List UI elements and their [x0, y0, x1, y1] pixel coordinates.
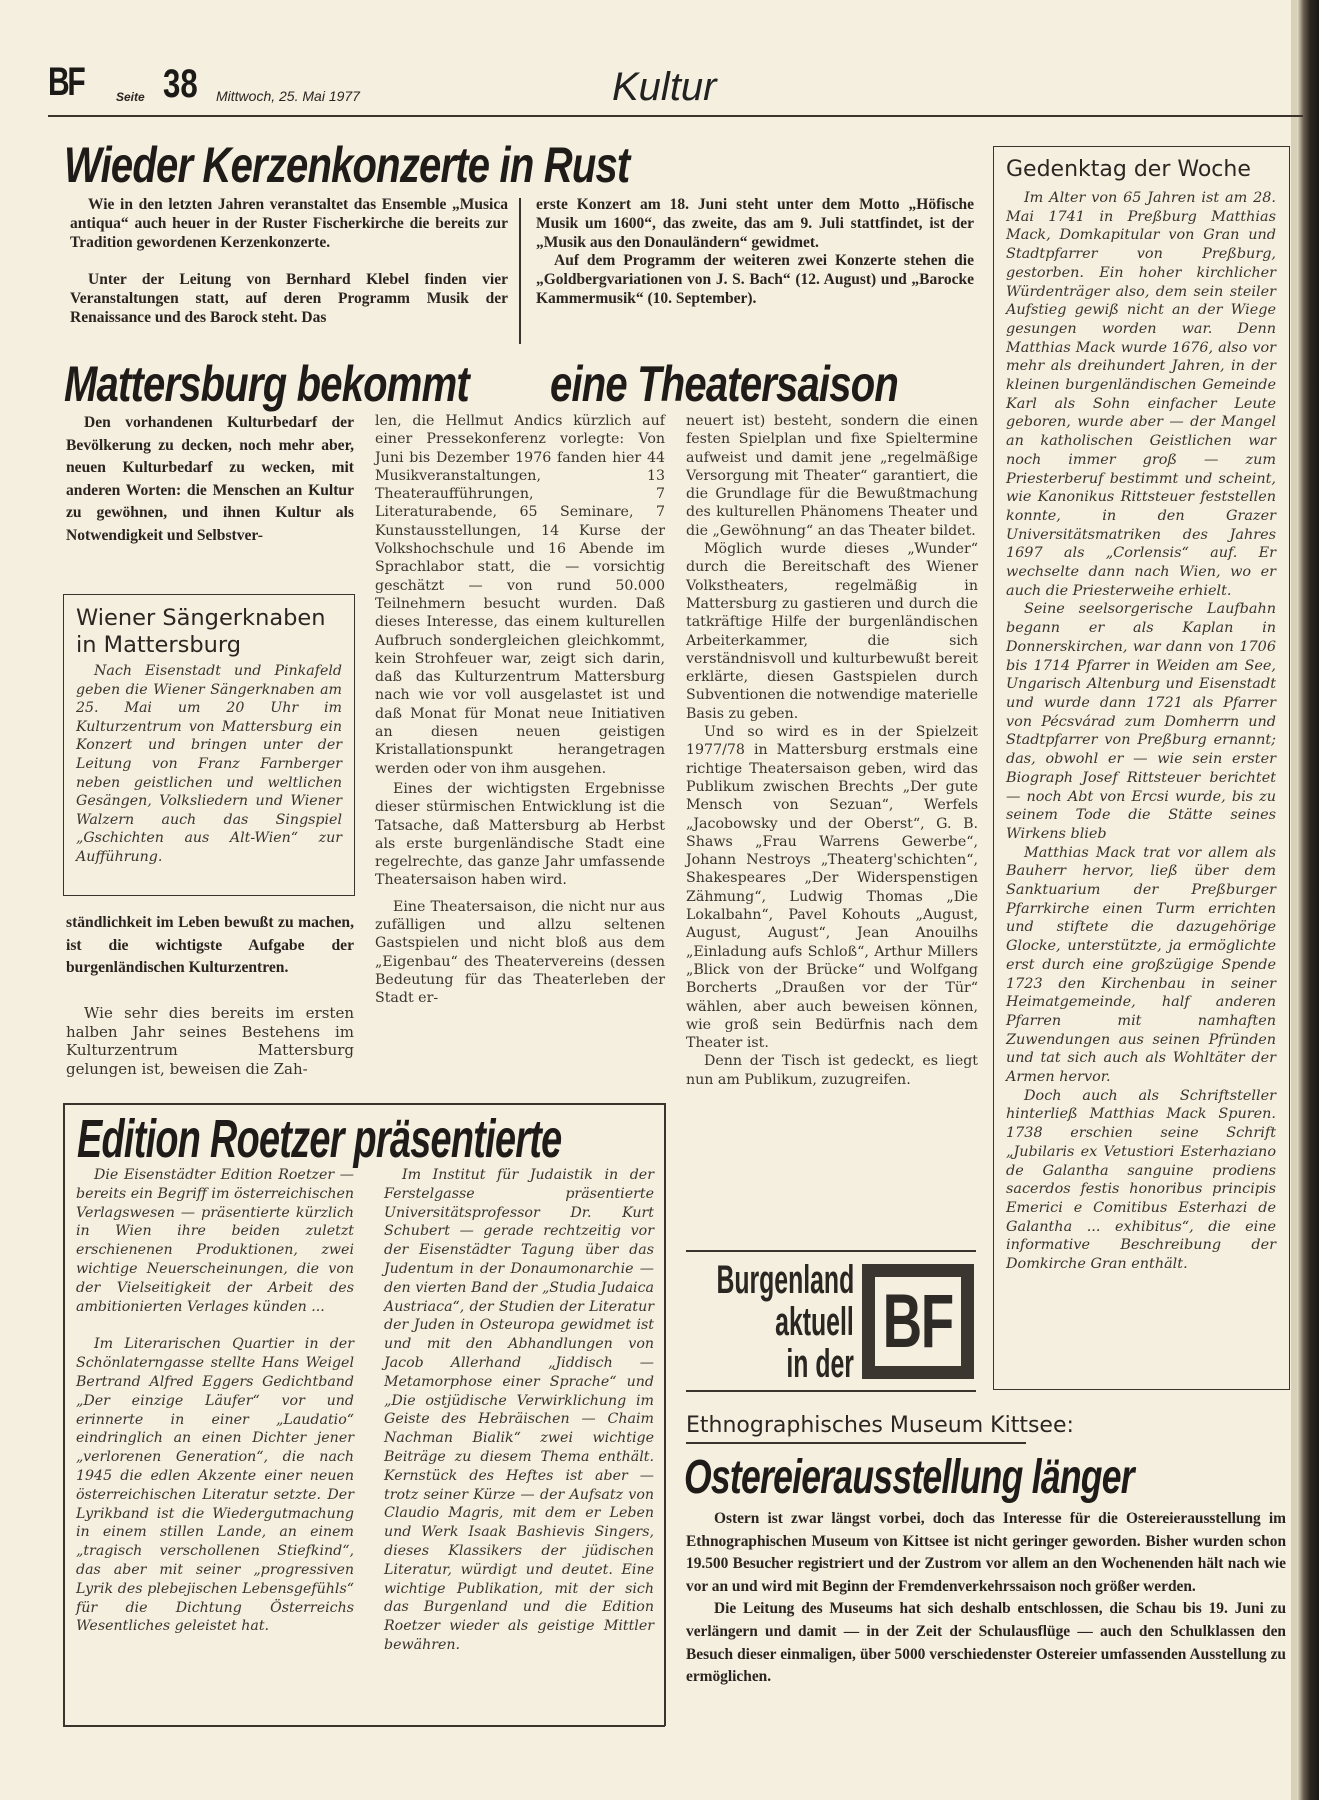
- rust-col2-p1: erste Konzert am 18. Juni steht unter dem Motto „Höfische Musik um 1600“, das zweite, das am 9. Juli stattfindet, ist der „Musik aus den Donauländern“ gewidmet.: [536, 196, 974, 251]
- ad-line-3: in der: [786, 1342, 854, 1386]
- mattersburg-col2: [375, 412, 665, 1008]
- rust-column-divider: [519, 198, 521, 344]
- gedenktag-p1: Im Alter von 65 Jahren ist am 28. Mai 1741 in Preßburg Matthias Mack, Domkapitular von Gran und Stadtpfarrer von Preßburg, gestorben. Ein hoher kirchlicher Würdenträger also, dem sein steiler Aufstieg gewiß nicht an der Wiege gesungen worden war. Denn Matthias Mack wurde 1676, also vor mehr als dreihundert Jahren, in der kleinen burgenländischen Gemeinde Karl als Sohn einfacher Leute geboren, wurde aber — der Mangel an katholischen Geistlichen war noch immer groß — zum Priesterberuf bestimmt und scheint, wie Kanonikus Rittsteuer feststellen konnte, in den Grazer Universitätsmatriken des Jahres 1697 als „Corlensis“ auf. Er wechselte dann nach Wien, wo er auch die Priesterweihe erhielt.: [1006, 190, 1276, 599]
- masthead-page-number: 38: [163, 62, 198, 106]
- gedenktag-p2: Seine seelsorgerische Laufbahn begann er als Kaplan in Donnerskirchen, war dann von 1706 bis 1714 Pfarrer in Weiden am See, Ungarisch Altenburg und Eisenstadt und wurde dann 1721 als Pfarrer von Pécsvárad zum Domherrn und Stadtpfarrer von Preßburg ernannt; das, obwohl er — wie sein erster Biograph Josef Rittsteuer berichtet — noch Abt von Ercsi wurde, bis zu seinem Tode die Stätte seines Wirkens blieb: [1006, 601, 1276, 842]
- mattersburg-col1-top: [66, 412, 354, 548]
- rust-col2: [536, 196, 974, 309]
- roetzer-top-rule: [63, 1103, 665, 1105]
- rust-headline: Wieder Kerzenkonzerte in Rust: [64, 137, 630, 193]
- masthead-date: Mittwoch, 25. Mai 1977: [216, 88, 360, 104]
- masthead-section: Kultur: [612, 65, 717, 109]
- mattersburg-col1-bottom-bold: [66, 912, 354, 980]
- mattersburg-col2-p3: Eine Theatersaison, die nicht nur aus zufälligen und allzu seltenen Gastspielen und nicht bloß aus dem „Eigenbau“ des Theatervereins (dessen Bedeutung für das Theaterleben der Stadt er-: [375, 898, 665, 1007]
- mattersburg-col1-bottom-reg: [66, 1004, 354, 1078]
- saengerknaben-box: [63, 594, 355, 896]
- masthead-logo: BF: [48, 60, 84, 104]
- roetzer-col1: [76, 1166, 354, 1636]
- roetzer-col2-p1: Im Institut für Judaistik in der Ferstelgasse präsentierte Universitätsprofessor Dr. Kurt Schubert — gerade rechtzeitig vor der Eisenstädter Tagung über das Judentum in der Donaumonarchie — den vierten Band der „Studia Judaica Austriaca“, der Studien der Literatur der Juden in Osteuropa gewidmet ist und mit den Abhandlungen von Jacob Allerhand „Jiddisch — Metamorphose einer Sprache“ und „Die ostjüdische Verwirklichung im Geiste des Hebräischen — Chaim Nachman Bialik“ zwei wichtige Beiträge zu diesem Thema enthält. Kernstück des Heftes ist aber — trotz seiner Kürze — der Aufsatz von Claudio Magris, mit dem er Leben und Werk Isaak Bashievis Singers, dieses Klassikers der jüdischen Literatur, würdigt und deutet. Eine wichtige Publikation, mit der sich das Burgenland und die Edition Roetzer wieder als geistige Mittler bewähren.: [384, 1167, 654, 1653]
- mattersburg-col3-p4: Denn der Tisch ist gedeckt, es liegt nun am Publikum, zuzugreifen.: [686, 1053, 978, 1088]
- mattersburg-col1-top-p: Den vorhandenen Kulturbedarf der Bevölkerung zu decken, noch mehr aber, neuen Kulturbedarf zu wecken, mit anderen Worten: die Menschen an Kultur zu gewöhnen, und ihnen Kultur als Notwendigkeit und Selbstver-: [66, 414, 354, 544]
- kittsee-kicker-rule: [686, 1442, 1026, 1444]
- ad-line-1: Burgenland: [716, 1258, 854, 1302]
- rust-col2-p2: Auf dem Programm der weiteren zwei Konzerte stehen die „Goldbergvariationen von J. S. Bach“ (12. August) und „Barocke Kammermusik“ (10. September).: [536, 252, 974, 307]
- rust-col1-p1: Wie in den letzten Jahren veranstaltet das Ensemble „Musica antiqua“ auch heuer in der Ruster Fischerkirche die bereits zur Tradition gewordenen Kerzenkonzerte.: [70, 196, 508, 251]
- rust-col1: [70, 196, 508, 328]
- mattersburg-col3-p1: neuert ist) besteht, sondern die einen festen Spielplan und fixe Spieltermine aufweist und damit jene „regelmäßige Versorgung mit Theater“ garantiert, die die Grundlage für die Bewußtmachung des kulturellen Phänomens Theater und die „Gewöhnung“ an das Theater bildet.: [686, 413, 978, 539]
- rust-col1-p2: Unter der Leitung von Bernhard Klebel finden vier Veranstaltungen statt, auf deren Programm Musik der Renaissance und des Barock steht. Das: [70, 271, 508, 326]
- masthead-page-label: Seite: [116, 90, 145, 104]
- roetzer-left-rule: [63, 1103, 65, 1726]
- mattersburg-col2-p1: len, die Hellmut Andics kürzlich auf einer Pressekonferenz vorlegte: Von Juni bis Dezember 1976 fanden hier 44 Musikveranstaltungen, 13 Theateraufführungen, 7 Literaturabende, 65 Seminare, 7 Kunstausstellungen, 14 Kurse der Volkshochschule und 16 Abende im Sprachlabor statt, die — vorsichtig geschätzt — von rund 50.000 Teilnehmern besucht wurden. Daß dieses Interesse, das einem kulturellen Aufbruch sondergleichen gleichkommt, kein Strohfeuer war, zeigt sich darin, daß das Kulturzentrum Mattersburg nach wie vor voll ausgelastet ist und daß Monat für Monat neue Initiativen an diesen neuen geistigen Kristallationspunkt herangetragen werden oder von ihm ausgehen.: [375, 413, 665, 777]
- ad-slogan: [686, 1258, 854, 1388]
- gedenktag-title: Gedenktag der Woche: [1006, 157, 1251, 182]
- gedenktag-body: [1006, 189, 1276, 1274]
- roetzer-headline: Edition Roetzer präsentierte: [77, 1109, 562, 1169]
- ad-bf-logo-text: BF: [882, 1279, 954, 1364]
- kittsee-p2: Die Leitung des Museums hat sich deshalb entschlossen, die Schau bis 19. Juni zu verlängern und damit — in der Zeit der Schulausflüge — auch den Schulklassen den Besuch dieser einmaligen, über 5000 verschiedenster Ostereier umfassenden Ausstellung zu ermöglichen.: [686, 1600, 1286, 1686]
- mattersburg-col1-bold-p: ständlichkeit im Leben bewußt zu machen, ist die wichtigste Aufgabe der burgenländischen Kulturzentren.: [66, 914, 354, 977]
- mattersburg-headline-part2: eine Theatersaison: [550, 356, 898, 412]
- kittsee-p1: Ostern ist zwar längst vorbei, doch das Interesse für die Ostereierausstellung im Ethnographischen Museum von Kittsee ist nicht geringer geworden. Bisher wurden schon 19.500 Besucher registriert und der Zustrom vor allem an den Wochenenden hält nach wie vor an und wird mit Beginn der Fremdenverkehrssaison noch größer werden.: [686, 1510, 1286, 1595]
- mattersburg-col3-p3: Und so wird es in der Spielzeit 1977/78 in Mattersburg erstmals eine richtige Theatersaison geben, wird das Publikum zwischen Brechts „Der gute Mensch von Sezuan“, Werfels „Jacobowsky und der Oberst“, G. B. Shaws „Frau Warrens Gewerbe“, Johann Nestroys „Theaterg'schichten“, Shakespeares „Der Widerspenstigen Zähmung“, Ludwig Thomas „Die Lokalbahn“, Pavel Kohouts „August, August, August“, Jean Anouilhs „Einladung aufs Schloß“, Arthur Millers „Blick von der Brücke“ und Wolfgang Borcherts „Draußen vor der Tür“ wählen, aber auch beweisen können, wie groß sein Bedürfnis nach dem Theater ist.: [686, 724, 978, 1052]
- mattersburg-col3: [686, 412, 978, 1089]
- saengerknaben-title: Wiener Sängerknaben in Mattersburg: [76, 605, 326, 658]
- roetzer-col1-p1: Die Eisenstädter Edition Roetzer — bereits ein Begriff im österreichischen Verlagswesen — präsentierte kürzlich in Wien ihre beiden zuletzt erschienenen Produktionen, zwei wichtige Neuerscheinungen, die von der Vielseitigkeit der Arbeit des ambitionierten Verlages künden ...: [76, 1167, 354, 1315]
- mattersburg-col3-p2: Möglich wurde dieses „Wunder“ durch die Bereitschaft des Wiener Volkstheaters, regelmäßig in Mattersburg zu gastieren und durch die tatkräftige Hilfe der burgenländischen Arbeiterkammer, die sich verständnisvoll und kulturbewußt bereit erklärte, diesen Gastspielen durch Subventionen die notwendige materielle Basis zu geben.: [686, 541, 978, 722]
- saengerknaben-p: Nach Eisenstadt und Pinkafeld geben die Wiener Sängerknaben am 25. Mai um 20 Uhr im Kulturzentrum von Mattersburg ein Konzert und bringen unter der Leitung von Franz Farnberger neben geistlichen und weltlichen Gesängen, Volksliedern und Wiener Walzern auch das Singspiel „Gschichten aus Alt-Wien“ zur Aufführung.: [76, 663, 342, 865]
- mattersburg-col2-p2: Eines der wichtigsten Ergebnisse dieser stürmischen Entwicklung ist die Tatsache, daß Mattersburg ab Herbst als erste burgenländische Stadt eine regelrechte, das ganze Jahr umfassende Theatersaison haben wird.: [375, 780, 665, 889]
- roetzer-col2: [384, 1166, 654, 1655]
- page-binding-shadow: [1297, 0, 1319, 1800]
- gedenktag-box: [993, 146, 1290, 1390]
- gedenktag-p4: Doch auch als Schriftsteller hinterließ Matthias Mack Spuren. 1738 erschien seine Schrift „Jubilaris ex Vetustiori Esterhaziano de Galantha sanguine prodiens sacerdos festis honoribus principis Emerici e Comitibus Esterhazi de Galantha ... exhibitus“, die eine informative Beschreibung der Domkirche Gran enthält.: [1006, 1087, 1276, 1273]
- masthead-rule: [48, 115, 1303, 117]
- ad-bottom-rule: [686, 1390, 976, 1392]
- gedenktag-p3: Matthias Mack trat vor allem als Bauherr hervor, ließ über dem Sanktuarium der Preßburger Pfarrkirche einen Turm errichten und stiftete die dazugehörige Glocke, unterstützte, ja ermöglichte erst durch eine großzügige Spende 1723 den Kirchenbau in seiner Heimatgemeinde, half anderen Pfarren mit namhaften Zuwendungen aus seinen Pfründen und tat sich auch als Wohltäter der Armen hervor.: [1006, 844, 1276, 1086]
- mattersburg-headline-part1: Mattersburg bekommt: [64, 356, 469, 412]
- kittsee-kicker: Ethnographisches Museum Kittsee:: [686, 1413, 1074, 1438]
- ad-bf-logo: [862, 1264, 974, 1379]
- roetzer-col1-p2: Im Literarischen Quartier in der Schönlaterngasse stellte Hans Weigel Bertrand Alfred Eggers Gedichtband „Der einzige Läufer“ vor und erinnerte in einer „Laudatio“ eindringlich an einen Dichter jener „verlorenen Generation“, die nach 1945 die edlen Akzente einer neuen österreichischen Literatur setzte. Der Lyrikband ist die Wiedergutmachung in einem stillen Lande, an einem „tragisch verschollenen Stiefkind“, das aber mit seiner „progressiven Lyrik des plebejischen Lebensgefühls“ für die Dichtung Österreichs Wesentliches geleistet hat.: [76, 1336, 354, 1635]
- ad-top-rule: [686, 1250, 976, 1252]
- kittsee-headline: Ostereierausstellung länger: [684, 1451, 1134, 1504]
- kittsee-body: [686, 1508, 1286, 1689]
- roetzer-right-rule: [664, 1103, 666, 1726]
- saengerknaben-body: [76, 662, 342, 867]
- roetzer-bottom-rule: [63, 1725, 665, 1727]
- ad-line-2: aktuell: [775, 1300, 854, 1344]
- mattersburg-col1-reg-p: Wie sehr dies bereits im ersten halben Jahr seines Bestehens im Kulturzentrum Mattersburg gelungen ist, beweisen die Zah-: [66, 1004, 354, 1078]
